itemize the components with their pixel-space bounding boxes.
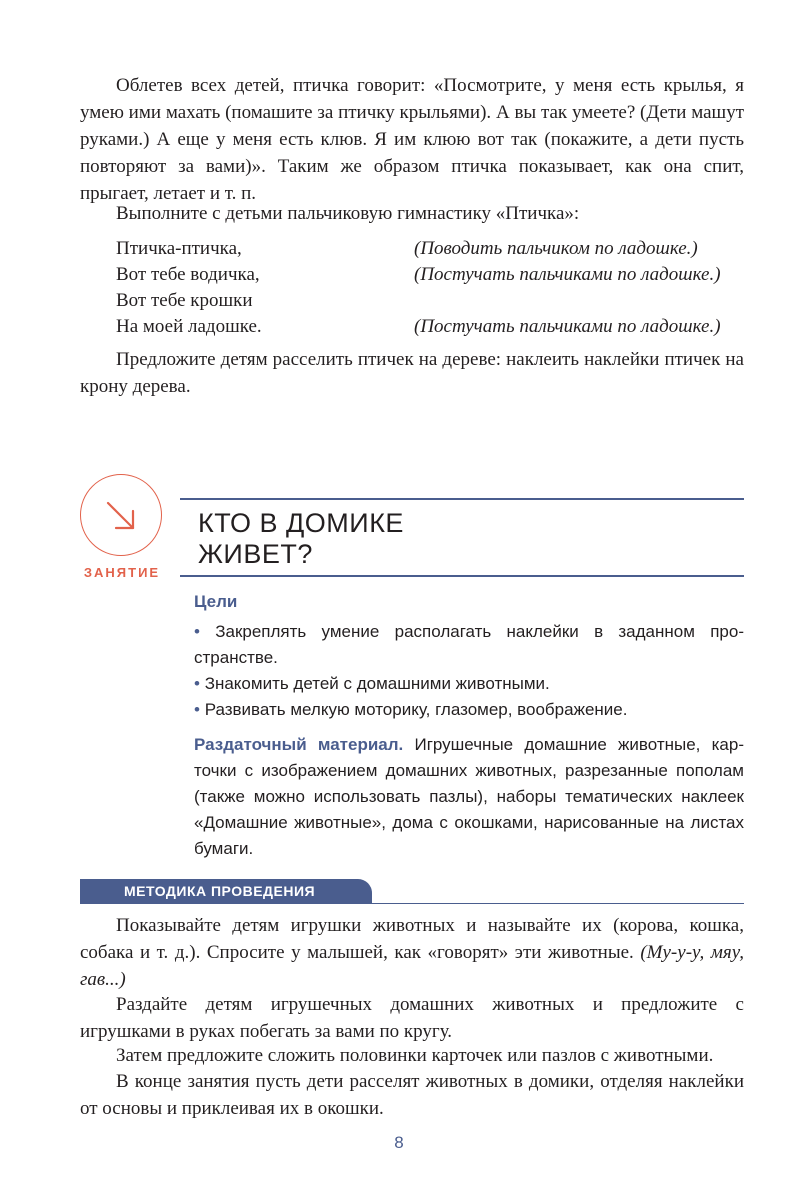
poem-action: (Постучать пальчиками по ладошке.)	[414, 264, 721, 285]
lesson-label: ЗАНЯТИЕ	[83, 565, 161, 580]
lesson-badge	[80, 474, 162, 556]
title-rule-top	[180, 498, 744, 500]
handout-paragraph	[194, 732, 744, 862]
lesson-title	[198, 508, 698, 570]
bullet-icon: •	[194, 674, 200, 693]
poem-line: На моей ладошке.	[116, 316, 262, 337]
method-paragraph-1	[80, 912, 744, 993]
intro-paragraph-1: Облетев всех детей, птичка говорит: «Посмотрите, у меня есть крылья, я умею ими махать (помашите за птичку крыльями). А вы так умеете? (Дети машут руками.) А еще у меня есть клюв. Я им клюю вот так (покажите, а дети пусть повторяют за вами)». Таким же образом птичка показывает, как она спит, прыгает, летает и т. п.	[80, 75, 744, 204]
bullet-icon: •	[194, 622, 200, 641]
poem-line: Птичка-птичка,	[116, 238, 242, 259]
intro-paragraph-3: Предложите детям расселить птичек на дереве: наклеить наклейки птичек на крону дерева.	[80, 349, 744, 397]
goal-item	[194, 697, 744, 723]
page-number: 8	[394, 1133, 404, 1152]
goal-text: Закреплять умение располагать наклейки в заданном пространстве.	[194, 622, 744, 667]
poem-action: (Постучать пальчиками по ладошке.)	[414, 316, 721, 337]
goal-text: Знакомить детей с домашними животными.	[204, 674, 550, 693]
intro-paragraph-2: Выполните с детьми пальчиковую гимнастику «Птичка»:	[116, 203, 580, 224]
title-rule-bottom	[180, 575, 744, 577]
method-paragraph-2: Раздайте детям игрушечных домашних животных и предложите с игрушками в руках побегать за вами по кругу.	[80, 994, 744, 1042]
arrow-down-right-icon	[81, 475, 161, 555]
bullet-icon: •	[194, 700, 200, 719]
goal-text: Развивать мелкую моторику, глазомер, воображение.	[204, 700, 628, 719]
poem-action: (Поводить пальчиком по ладошке.)	[414, 238, 698, 259]
goals-heading: Цели	[194, 592, 238, 611]
method-paragraph-3: Затем предложите сложить половинки карточек или пазлов с животными.	[116, 1045, 714, 1066]
goal-item	[194, 671, 744, 697]
method-rule	[80, 903, 744, 904]
handout-lead: Раздаточный материал.	[194, 735, 404, 754]
lesson-title-line: ЖИВЕТ?	[198, 539, 313, 569]
method-paragraph-4: В конце занятия пусть дети расселят животных в домики, отделяя наклейки от основы и приклеивая их в окошки.	[80, 1071, 744, 1119]
handout-text: Игрушечные домашние животные, карточки с изображением домашних животных, разрезанные пополам (также можно использовать пазлы), наборы тематических наклеек «Домашние животные», дома с окошками, нарисованные на листах бумаги.	[194, 735, 745, 858]
poem-line: Вот тебе водичка,	[116, 264, 260, 285]
method-heading: МЕТОДИКА ПРОВЕДЕНИЯ	[80, 879, 372, 904]
lesson-title-line: КТО В ДОМИКЕ	[198, 508, 404, 538]
method-p1-text: Показывайте детям игрушки животных и называйте их (корова, кошка, собака и т. д.). Спросите у малышей, как «говорят» эти животные.	[80, 915, 744, 963]
poem-line: Вот тебе крошки	[116, 290, 253, 311]
animal-sounds: (Му-у-у, мяу, гав...)	[80, 942, 744, 990]
goal-item	[194, 619, 744, 671]
